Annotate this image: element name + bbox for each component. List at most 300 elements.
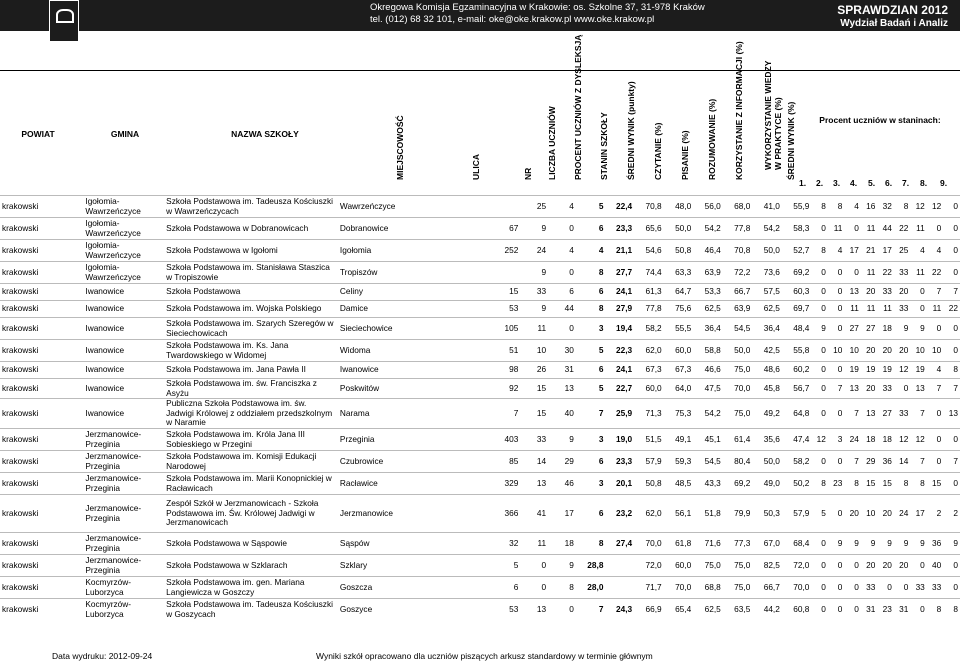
- cell-stanine-2: 10: [833, 344, 843, 355]
- stanin-label-3: 3.: [833, 178, 841, 188]
- cell-school-stanine: 4: [598, 244, 604, 255]
- cell-mean-score: 22,4: [615, 200, 633, 211]
- cell-stanine-7: 7: [920, 407, 925, 418]
- cell-stanine-2: 8: [837, 200, 843, 211]
- table-row: [0, 451, 960, 473]
- cell-street: [445, 301, 494, 318]
- cell-town: Tropiszów: [339, 266, 378, 277]
- cell-stanine-8: 40: [932, 559, 942, 570]
- cell-number: 92: [509, 382, 519, 393]
- col-dysleksja: PROCENT UCZNIÓW Z DYSLEKSJĄ: [573, 34, 583, 180]
- cell-stanine-9: 0: [953, 559, 958, 570]
- cell-stanine-9: 7: [953, 382, 958, 393]
- cell-school-name: Szkoła Podstawowa w Szklarach: [166, 559, 288, 570]
- cell-information: 75,0: [734, 407, 751, 418]
- cell-student-count: 9: [541, 266, 547, 277]
- cell-mean-percent: 50,2: [793, 477, 810, 488]
- cell-stanine-7: 9: [920, 537, 925, 548]
- report-title: SPRAWDZIAN 2012: [837, 3, 948, 17]
- cell-stanine-3: 8: [854, 477, 859, 488]
- cell-street: [445, 473, 494, 495]
- cell-reading: 71,7: [645, 581, 662, 592]
- cell-street: [445, 196, 494, 218]
- cell-stanine-6: 12: [899, 433, 909, 444]
- cell-reasoning: 62,5: [704, 604, 721, 614]
- col-nr: NR: [523, 167, 533, 180]
- stanin-label-4: 4.: [850, 178, 858, 188]
- cell-stanine-1: 0: [821, 222, 826, 233]
- cell-town: Narama: [339, 407, 370, 418]
- cell-stanine-6: 22: [899, 222, 909, 233]
- cell-stanine-5: 44: [882, 222, 892, 233]
- table-row: [0, 301, 960, 318]
- cell-stanine-1: 0: [821, 286, 826, 297]
- cell-stanine-3: 0: [854, 559, 859, 570]
- table-row: [0, 196, 960, 218]
- cell-stanine-5: 9: [887, 537, 892, 548]
- cell-stanine-5: 20: [882, 507, 892, 518]
- footer-note: Wyniki szkół opracowano dla uczniów piszących arkusz standardowy w terminie głównym: [316, 651, 653, 661]
- cell-town: Sieciechowice: [339, 322, 393, 333]
- table-row: [0, 555, 960, 577]
- cell-stanine-9: 2: [953, 507, 958, 518]
- cell-stanine-4: 13: [866, 407, 876, 418]
- cell-number: 85: [509, 455, 519, 466]
- cell-mean-score: 23,2: [615, 507, 633, 518]
- cell-stanine-6: 8: [903, 477, 909, 488]
- table-row: [0, 362, 960, 379]
- cell-stanine-6: 20: [899, 286, 909, 297]
- cell-school-name: Publiczna Szkoła Podstawowa im. św. Jadwigi Królowej z oddziałem przedszkolnym w Naramie: [166, 398, 333, 428]
- cell-stanine-9: 13: [948, 407, 958, 418]
- cell-school-name: Szkoła Podstawowa im. Tadeusza Kościuszki w Goszycach: [166, 599, 333, 619]
- cell-mean-percent: 58,3: [793, 222, 810, 233]
- cell-reading: 66,9: [645, 604, 662, 614]
- table-row: [0, 473, 960, 495]
- cell-stanine-7: 17: [915, 507, 925, 518]
- cell-stanine-1: 8: [821, 244, 826, 255]
- cell-stanine-2: 23: [833, 477, 843, 488]
- cell-knowledge: 35,6: [763, 433, 780, 444]
- cell-stanine-1: 0: [821, 581, 826, 592]
- cell-stanine-9: 0: [953, 344, 958, 355]
- cell-gmina: Iwanowice: [85, 407, 125, 418]
- cell-knowledge: 36,4: [763, 322, 780, 333]
- cell-information: 61,4: [734, 433, 751, 444]
- cell-reasoning: 54,2: [704, 407, 721, 418]
- cell-knowledge: 45,8: [763, 382, 780, 393]
- cell-school-name: Zespół Szkół w Jerzmanowicach - Szkoła Podstawowa im. Św. Królowej Jadwigi w Jerzmanowicach: [166, 498, 319, 528]
- cell-school-name: Szkoła Podstawowa w Sąspowie: [166, 537, 287, 548]
- cell-powiat: krakowski: [2, 455, 39, 466]
- cell-stanine-9: 0: [953, 222, 958, 233]
- cell-street: [445, 451, 494, 473]
- cell-street: [445, 362, 494, 379]
- table-row: [0, 340, 960, 362]
- cell-reading: 54,6: [645, 244, 662, 255]
- cell-stanine-9: 9: [953, 537, 958, 548]
- cell-stanine-9: 0: [953, 244, 958, 255]
- cell-powiat: krakowski: [2, 433, 39, 444]
- cell-knowledge: 66,7: [763, 581, 780, 592]
- cell-reasoning: 54,2: [704, 222, 721, 233]
- cell-writing: 64,0: [675, 382, 692, 393]
- cell-school-stanine: 3: [598, 433, 604, 444]
- cell-dyslexia-percent: 17: [564, 507, 574, 518]
- col-informacja: KORZYSTANIE Z INFORMACJI (%): [734, 41, 744, 180]
- cell-stanine-9: 0: [953, 433, 958, 444]
- cell-street: [445, 379, 494, 399]
- cell-gmina: Jerzmanowice-Przeginia: [85, 451, 142, 471]
- col-wiedza: WYKORZYSTANIE WIEDZY W PRAKTYCE (%): [763, 60, 783, 170]
- cell-dyslexia-percent: 13: [564, 382, 574, 393]
- cell-stanine-3: 20: [849, 507, 859, 518]
- cell-town: Celiny: [339, 286, 363, 297]
- cell-student-count: 9: [541, 303, 547, 314]
- cell-information: 50,0: [734, 344, 751, 355]
- cell-powiat: krakowski: [2, 303, 39, 314]
- cell-stanine-8: 36: [932, 537, 942, 548]
- cell-school-name: Szkoła Podstawowa im. Ks. Jana Twardowskiego w Widomej: [166, 340, 289, 360]
- cell-gmina: Jerzmanowice-Przeginia: [85, 503, 142, 523]
- cell-number: 53: [509, 303, 519, 314]
- cell-school-stanine: 5: [598, 344, 604, 355]
- cell-powiat: krakowski: [2, 407, 39, 418]
- cell-writing: 50,0: [675, 222, 692, 233]
- cell-student-count: 15: [536, 407, 547, 418]
- cell-street: [445, 429, 494, 451]
- table-row: [0, 262, 960, 284]
- table-row: [0, 533, 960, 555]
- cell-stanine-4: 11: [866, 303, 876, 314]
- cell-mean-percent: 55,8: [793, 344, 810, 355]
- cell-stanine-3: 0: [854, 222, 859, 233]
- cell-mean-percent: 52,7: [793, 244, 810, 255]
- cell-stanine-2: 0: [837, 407, 843, 418]
- cell-stanine-9: 8: [953, 364, 958, 375]
- cell-mean-percent: 64,8: [793, 407, 810, 418]
- cell-mean-percent: 72,0: [793, 559, 810, 570]
- cell-information: 77,8: [734, 222, 751, 233]
- cell-information: 54,5: [734, 322, 751, 333]
- cell-stanine-3: 0: [854, 604, 859, 614]
- cell-number: 5: [513, 559, 519, 570]
- cell-knowledge: 42,5: [763, 344, 780, 355]
- cell-school-stanine: 5: [598, 200, 604, 211]
- cell-stanine-6: 33: [899, 407, 909, 418]
- cell-knowledge: 82,5: [763, 559, 780, 570]
- cell-school-stanine: 5: [598, 382, 604, 393]
- cell-stanine-8: 0: [936, 433, 942, 444]
- cell-stanine-7: 11: [916, 222, 925, 233]
- cell-gmina: Iwanowice: [85, 286, 125, 297]
- stanin-label-2: 2.: [816, 178, 824, 188]
- cell-school-stanine: 6: [598, 364, 604, 375]
- cell-knowledge: 54,2: [763, 222, 780, 233]
- cell-powiat: krakowski: [2, 581, 39, 592]
- cell-town: Przeginia: [339, 433, 375, 444]
- stanin-label-1: 1.: [799, 178, 807, 188]
- cell-stanine-8: 2: [936, 507, 942, 518]
- cell-stanine-1: 5: [821, 507, 826, 518]
- cell-stanine-1: 0: [821, 537, 826, 548]
- cell-stanine-3: 17: [849, 244, 859, 255]
- cell-school-stanine: 6: [598, 455, 604, 466]
- cell-reading: 62,0: [645, 344, 662, 355]
- cell-number: [494, 196, 521, 218]
- cell-school-name: Szkoła Podstawowa w Dobranowicach: [166, 222, 309, 233]
- cell-mean-percent: 56,7: [793, 382, 810, 393]
- cell-student-count: 41: [536, 507, 547, 518]
- cell-knowledge: 41,0: [763, 200, 780, 211]
- cell-school-name: Szkoła Podstawowa im. Marii Konopnickiej w Racławicach: [166, 473, 332, 493]
- col-wynik: ŚREDNI WYNIK (punkty): [626, 81, 636, 180]
- cell-stanine-7: 0: [920, 303, 925, 314]
- cell-street: [445, 555, 494, 577]
- cell-information: 75,0: [734, 364, 751, 375]
- cell-reading: 57,9: [645, 455, 662, 466]
- cell-stanine-6: 20: [899, 559, 909, 570]
- cell-stanine-1: 9: [821, 322, 826, 333]
- cell-dyslexia-percent: 0: [569, 604, 574, 614]
- cell-stanine-6: 24: [899, 507, 909, 518]
- cell-powiat: krakowski: [2, 559, 39, 570]
- table-row: [0, 399, 960, 429]
- cell-stanine-1: 0: [821, 604, 826, 614]
- cell-number: 98: [509, 364, 519, 375]
- cell-writing: 56,1: [675, 507, 692, 518]
- cell-stanine-3: 7: [854, 407, 859, 418]
- cell-powiat: krakowski: [2, 477, 39, 488]
- cell-stanine-5: 18: [882, 322, 892, 333]
- cell-reasoning: 45,1: [704, 433, 721, 444]
- cell-gmina: Igołomia-Wawrzeńczyce: [85, 218, 141, 238]
- cell-stanine-6: 25: [899, 244, 909, 255]
- cell-stanine-7: 8: [920, 477, 925, 488]
- cell-mean-percent: 60,2: [793, 364, 810, 375]
- cell-stanine-8: 4: [936, 364, 942, 375]
- cell-powiat: krakowski: [2, 507, 39, 518]
- cell-information: 66,7: [734, 286, 751, 297]
- cell-mean-percent: 58,2: [793, 455, 810, 466]
- cell-number: 32: [509, 537, 519, 548]
- cell-stanine-5: 36: [882, 455, 892, 466]
- cell-stanine-8: 15: [932, 477, 942, 488]
- cell-school-stanine: 3: [598, 322, 604, 333]
- cell-gmina: Kocmyrzów-Luborzyca: [85, 577, 132, 597]
- cell-student-count: 14: [536, 455, 547, 466]
- cell-school-name: Szkoła Podstawowa im. Króla Jana III Sobieskiego w Przegini: [166, 429, 305, 449]
- cell-stanine-5: 27: [882, 407, 892, 418]
- stanin-label-9: 9.: [940, 178, 948, 188]
- cell-information: 80,4: [734, 455, 751, 466]
- cell-information: 72,2: [734, 266, 751, 277]
- cell-school-name: Szkoła Podstawowa: [166, 286, 241, 297]
- cell-stanine-6: 20: [899, 344, 909, 355]
- cell-powiat: krakowski: [2, 322, 39, 333]
- cell-reading: 70,8: [645, 200, 662, 211]
- cell-stanine-2: 0: [837, 581, 843, 592]
- cell-dyslexia-percent: 0: [569, 322, 574, 333]
- cell-student-count: 13: [536, 477, 547, 488]
- cell-information: 63,5: [734, 604, 751, 614]
- cell-stanine-6: 0: [903, 382, 909, 393]
- cell-gmina: Iwanowice: [85, 344, 125, 355]
- cell-stanine-9: 8: [953, 604, 958, 614]
- cell-stanine-3: 24: [849, 433, 859, 444]
- cell-dyslexia-percent: 6: [569, 286, 574, 297]
- cell-school-stanine: 8: [598, 537, 604, 548]
- cell-stanine-2: 0: [837, 559, 843, 570]
- cell-stanine-5: 11: [883, 303, 892, 314]
- cell-gmina: Iwanowice: [85, 303, 125, 314]
- cell-stanine-9: 0: [953, 200, 958, 211]
- cell-stanine-8: 7: [936, 286, 942, 297]
- cell-writing: 59,3: [675, 455, 692, 466]
- cell-street: [445, 577, 494, 599]
- col-uczniow: LICZBA UCZNIÓW: [547, 106, 557, 180]
- cell-mean-score: 20,1: [615, 477, 633, 488]
- cell-gmina: Igołomia-Wawrzeńczyce: [85, 240, 141, 260]
- cell-stanine-7: 0: [920, 286, 925, 297]
- cell-knowledge: 50,3: [763, 507, 780, 518]
- cell-dyslexia-percent: 40: [564, 407, 574, 418]
- cell-stanine-4: 27: [866, 322, 876, 333]
- cell-stanine-7: 12: [915, 433, 925, 444]
- cell-stanine-3: 0: [854, 266, 859, 277]
- cell-reasoning: 62,5: [704, 303, 721, 314]
- cell-powiat: krakowski: [2, 200, 39, 211]
- cell-number: 252: [504, 244, 519, 255]
- cell-student-count: 25: [536, 200, 547, 211]
- cell-reasoning: 54,5: [704, 455, 721, 466]
- cell-knowledge: 50,0: [763, 244, 780, 255]
- cell-stanine-3: 27: [849, 322, 859, 333]
- cell-school-stanine: 8: [598, 303, 604, 314]
- cell-street: [445, 599, 494, 621]
- cell-reasoning: 43,3: [704, 477, 721, 488]
- cell-mean-score: 27,7: [615, 266, 633, 277]
- cell-stanine-4: 29: [866, 455, 876, 466]
- col-sredni-proc: ŚREDNI WYNIK (%): [786, 101, 796, 180]
- cell-powiat: krakowski: [2, 537, 39, 548]
- cell-mean-score: 22,7: [615, 382, 633, 393]
- cell-information: 69,2: [734, 477, 751, 488]
- table-row: [0, 577, 960, 599]
- col-powiat: POWIAT: [21, 129, 55, 139]
- cell-writing: 60,0: [675, 344, 692, 355]
- cell-writing: 49,1: [675, 433, 692, 444]
- cell-school-name: Szkoła Podstawowa w Igołomi: [166, 244, 278, 255]
- col-staniny-title: Procent uczniów w staninach:: [819, 115, 941, 125]
- col-rozumowanie: ROZUMOWANIE (%): [707, 98, 717, 180]
- col-pisanie: PISANIE (%): [680, 130, 690, 180]
- cell-street: [445, 318, 494, 340]
- cell-stanine-1: 0: [821, 382, 826, 393]
- cell-town: Jerzmanowice: [339, 507, 393, 518]
- stanin-label-5: 5.: [868, 178, 876, 188]
- cell-stanine-5: 19: [882, 364, 892, 375]
- cell-stanine-9: 0: [953, 322, 958, 333]
- cell-dyslexia-percent: 18: [564, 537, 574, 548]
- cell-student-count: 33: [536, 286, 547, 297]
- cell-reasoning: 68,8: [704, 581, 721, 592]
- cell-stanine-3: 7: [854, 455, 859, 466]
- cell-stanine-3: 9: [854, 537, 859, 548]
- cell-town: Racławice: [339, 477, 378, 488]
- cell-dyslexia-percent: 0: [569, 222, 574, 233]
- cell-town: Widoma: [339, 344, 371, 355]
- cell-stanine-4: 20: [866, 382, 876, 393]
- cell-stanine-5: 33: [882, 382, 892, 393]
- cell-number: 67: [509, 222, 519, 233]
- col-czytanie: CZYTANIE (%): [653, 122, 663, 180]
- cell-knowledge: 49,0: [763, 477, 780, 488]
- cell-writing: 67,3: [675, 364, 692, 375]
- cell-number: 403: [504, 433, 519, 444]
- cell-stanine-1: 8: [821, 477, 826, 488]
- cell-information: 75,0: [734, 559, 751, 570]
- cell-stanine-1: 0: [821, 303, 826, 314]
- cell-student-count: 26: [536, 364, 547, 375]
- cell-writing: 61,8: [675, 537, 692, 548]
- cell-stanine-5: 18: [882, 433, 892, 444]
- cell-street: [445, 495, 494, 533]
- cell-mean-percent: 60,8: [793, 604, 810, 614]
- cell-gmina: Jerzmanowice-Przeginia: [85, 473, 142, 493]
- cell-stanine-4: 10: [866, 507, 876, 518]
- cell-writing: 50,8: [675, 244, 692, 255]
- cell-reading: 50,8: [645, 477, 662, 488]
- cell-student-count: 33: [536, 433, 547, 444]
- cell-powiat: krakowski: [2, 244, 39, 255]
- col-stanin: STANIN SZKOŁY: [599, 112, 609, 180]
- cell-number: 366: [504, 507, 519, 518]
- cell-school-stanine: 28,0: [587, 581, 604, 592]
- cell-mean-percent: 69,7: [793, 303, 810, 314]
- cell-student-count: 10: [536, 344, 547, 355]
- cell-town: Igołomia: [339, 244, 372, 255]
- cell-street: [445, 340, 494, 362]
- cell-information: 68,0: [734, 200, 751, 211]
- cell-student-count: 9: [541, 222, 547, 233]
- table-row: [0, 379, 960, 399]
- cell-stanine-6: 12: [899, 364, 909, 375]
- cell-stanine-8: 8: [936, 604, 942, 614]
- cell-dyslexia-percent: 44: [564, 303, 574, 314]
- cell-stanine-8: 12: [932, 200, 942, 211]
- cell-stanine-3: 13: [849, 382, 859, 393]
- cell-school-name: Szkoła Podstawowa im. Komisji Edukacji Narodowej: [166, 451, 317, 471]
- cell-writing: 48,0: [675, 200, 692, 211]
- cell-powiat: krakowski: [2, 222, 39, 233]
- cell-mean-score: 27,4: [615, 537, 633, 548]
- cell-town: Wawrzeńczyce: [339, 200, 396, 211]
- table-row: [0, 599, 960, 621]
- cell-mean-score: 19,0: [615, 433, 633, 444]
- cell-school-name: Szkoła Podstawowa im. gen. Mariana Langiewicza w Goszczy: [166, 577, 305, 597]
- cell-town: Goszyce: [339, 604, 373, 614]
- table-row: [0, 318, 960, 340]
- org-address: Okregowa Komisja Egzaminacyjna w Krakowie: os. Szkolne 37, 31-978 Kraków: [370, 2, 705, 13]
- cell-town: Damice: [339, 303, 369, 314]
- cell-mean-percent: 57,9: [793, 507, 810, 518]
- cell-reasoning: 47,5: [704, 382, 721, 393]
- cell-stanine-8: 7: [936, 382, 942, 393]
- cell-stanine-2: 0: [837, 266, 843, 277]
- cell-stanine-1: 0: [821, 455, 826, 466]
- cell-powiat: krakowski: [2, 364, 39, 375]
